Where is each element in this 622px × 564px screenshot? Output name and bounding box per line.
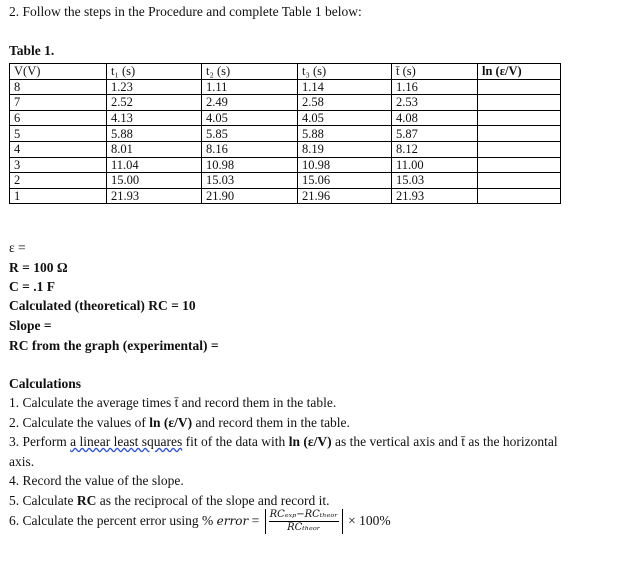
table-row: [10, 173, 561, 189]
cell-t2: 5.85: [202, 126, 298, 142]
table-row: [10, 79, 561, 95]
cell-t3: 1.14: [298, 79, 392, 95]
table-row: [10, 126, 561, 142]
step6-text-post: × 100%: [344, 513, 391, 528]
step5-text-post: as the reciprocal of the slope and record it.: [96, 493, 330, 508]
calc-step-3: [9, 434, 558, 450]
cell-voltage: 5: [10, 126, 107, 142]
step6-equals: =: [248, 513, 263, 528]
cell-t1: 5.88: [107, 126, 202, 142]
table-row: [10, 110, 561, 126]
cell-voltage: 2: [10, 173, 107, 189]
step2-text-post: and record them in the table.: [192, 415, 350, 430]
cell-t3: 2.58: [298, 95, 392, 111]
cell-t2: 4.05: [202, 110, 298, 126]
cell-voltage: 7: [10, 95, 107, 111]
table-row: [10, 157, 561, 173]
cell-t2: 2.49: [202, 95, 298, 111]
step3-underlined-phrase: a linear least squares: [70, 434, 183, 449]
rc-experimental: RC from the graph (experimental) =: [9, 338, 219, 353]
calc-step-5: [9, 493, 330, 509]
cell-voltage: 6: [10, 110, 107, 126]
table-title: Table 1.: [9, 43, 55, 58]
cell-ln: [478, 173, 561, 189]
calc-step-2: [9, 415, 350, 431]
cell-t1: 8.01: [107, 141, 202, 157]
step6-error-var: error: [216, 514, 249, 528]
cell-ln: [478, 188, 561, 204]
header-tavg: t̄ (s): [392, 64, 478, 80]
cell-tavg: 15.03: [392, 173, 478, 189]
instruction-heading: 2. Follow the steps in the Procedure and complete Table 1 below:: [9, 4, 362, 19]
cell-tavg: 4.08: [392, 110, 478, 126]
percent-error-formula: [265, 509, 343, 534]
rc-theoretical: Calculated (theoretical) RC = 10: [9, 298, 196, 313]
cell-t2: 15.03: [202, 173, 298, 189]
table-row: [10, 95, 561, 111]
cell-t2: 1.11: [202, 79, 298, 95]
cell-t3: 15.06: [298, 173, 392, 189]
cell-tavg: 2.53: [392, 95, 478, 111]
cell-tavg: 1.16: [392, 79, 478, 95]
cell-t1: 21.93: [107, 188, 202, 204]
step5-text-pre: 5. Calculate: [9, 493, 77, 508]
step3-ln-term: ln (ε/V): [288, 434, 332, 449]
step6-text-pre: 6. Calculate the percent error using %: [9, 513, 217, 528]
cell-t2: 8.16: [202, 141, 298, 157]
cell-ln: [478, 95, 561, 111]
step2-ln-term: ln (ε/V): [149, 415, 193, 430]
data-table: [9, 63, 561, 204]
table-row: [10, 141, 561, 157]
capacitance-value: C = .1 F: [9, 279, 55, 294]
step3-text-post: as the vertical axis and t̄ as the horizontal: [331, 434, 558, 449]
cell-ln: [478, 79, 561, 95]
cell-t3: 10.98: [298, 157, 392, 173]
calc-step-3-wrap: axis.: [9, 454, 35, 469]
cell-ln: [478, 157, 561, 173]
cell-tavg: 11.00: [392, 157, 478, 173]
epsilon-label: ε =: [9, 240, 26, 255]
formula-denominator: RCₜₕₑₒᵣ: [287, 522, 321, 534]
cell-voltage: 8: [10, 79, 107, 95]
calc-step-6: [9, 508, 391, 534]
calculations-title: Calculations: [9, 376, 82, 391]
calc-step-1: 1. Calculate the average times t̄ and record them in the table.: [9, 395, 337, 410]
formula-numerator: RCₑₓₚ−RCₜₕₑₒᵣ: [269, 509, 338, 521]
cell-t3: 21.96: [298, 188, 392, 204]
cell-t1: 4.13: [107, 110, 202, 126]
table-row: [10, 188, 561, 204]
cell-t1: 1.23: [107, 79, 202, 95]
cell-ln: [478, 141, 561, 157]
cell-voltage: 3: [10, 157, 107, 173]
step3-text-pre: 3. Perform: [9, 434, 71, 449]
header-t3: t₃ (s): [298, 64, 392, 80]
cell-voltage: 1: [10, 188, 107, 204]
cell-tavg: 8.12: [392, 141, 478, 157]
cell-t3: 5.88: [298, 126, 392, 142]
cell-t3: 8.19: [298, 141, 392, 157]
cell-t1: 2.52: [107, 95, 202, 111]
cell-tavg: 21.93: [392, 188, 478, 204]
cell-ln: [478, 110, 561, 126]
cell-voltage: 4: [10, 141, 107, 157]
table-header-row: [10, 64, 561, 80]
cell-t3: 4.05: [298, 110, 392, 126]
cell-t1: 15.00: [107, 173, 202, 189]
cell-ln: [478, 126, 561, 142]
step5-rc-term: RC: [76, 493, 97, 508]
calc-step-4: 4. Record the value of the slope.: [9, 473, 184, 488]
cell-tavg: 5.87: [392, 126, 478, 142]
step2-text-pre: 2. Calculate the values of: [9, 415, 150, 430]
header-t1: t₁ (s): [107, 64, 202, 80]
header-t2: t₂ (s): [202, 64, 298, 80]
cell-t2: 21.90: [202, 188, 298, 204]
cell-t2: 10.98: [202, 157, 298, 173]
resistance-value: R = 100 Ω: [9, 260, 68, 275]
header-voltage: V(V): [10, 64, 107, 80]
header-ln: ln (ε/V): [478, 64, 561, 80]
slope-label: Slope =: [9, 318, 52, 333]
step3-text-mid: fit of the data with: [182, 434, 289, 449]
cell-t1: 11.04: [107, 157, 202, 173]
